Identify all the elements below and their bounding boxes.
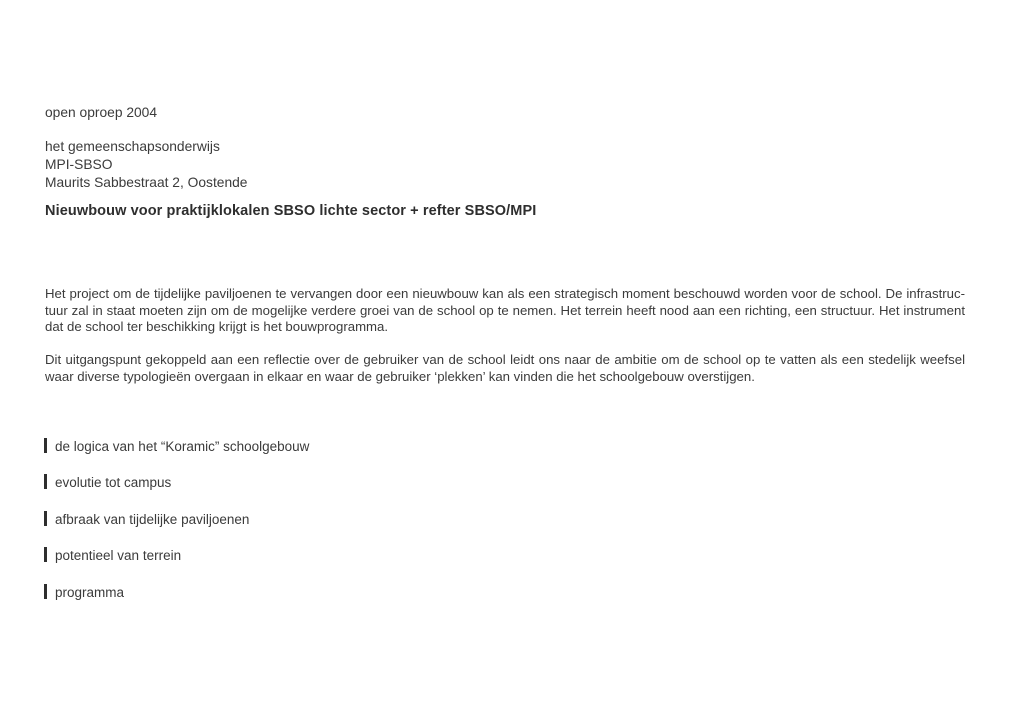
toc-item-label: programma bbox=[55, 585, 125, 600]
toc-item bbox=[44, 474, 171, 492]
toc-item bbox=[44, 584, 124, 602]
body-line: Dit uitgangspunt gekoppeld aan een reflectie over de gebruiker van de school leidt ons naar de ambitie om de school op te vatten als een stedelijk weefsel bbox=[45, 352, 965, 367]
client-line-school: MPI-SBSO bbox=[45, 157, 113, 172]
list-marker-bar-icon bbox=[44, 474, 47, 489]
list-marker-bar-icon bbox=[44, 438, 47, 453]
eyebrow-text: open oproep 2004 bbox=[45, 105, 158, 120]
paragraph-ambition bbox=[45, 352, 965, 385]
toc-item-label: de logica van het “Koramic” schoolgebouw bbox=[55, 439, 310, 454]
body-line: waar diverse typologieën overgaan in elkaar en waar de gebruiker ‘plekken’ kan vinden die het schoolgebouw overstijgen. bbox=[45, 368, 755, 384]
document-title: Nieuwbouw voor praktijklokalen SBSO lichte sector + refter SBSO/MPI bbox=[45, 203, 537, 219]
body-line: dat de school ter beschikking krijgt is het bouwprogramma. bbox=[45, 319, 389, 334]
toc-item bbox=[44, 438, 309, 456]
client-line-address: Maurits Sabbestraat 2, Oostende bbox=[45, 175, 248, 190]
client-block bbox=[45, 138, 247, 192]
list-marker-bar-icon bbox=[44, 511, 47, 526]
toc-item-label: potentieel van terrein bbox=[55, 548, 182, 563]
client-line-organisation: het gemeenschapsonderwijs bbox=[45, 139, 220, 154]
toc-item-label: afbraak van tijdelijke paviljoenen bbox=[55, 512, 250, 527]
toc-item bbox=[44, 511, 249, 529]
body-line: tuur zal in staat moeten zijn om de mogelijke verdere groei van de school op te nemen. Het terrein heeft nood aan een richting, een structuur. Het instrument bbox=[45, 302, 965, 318]
body-line: Het project om de tijdelijke paviljoenen te vervangen door een nieuwbouw kan als een strategisch moment beschouwd worden voor de school. De infrastruc- bbox=[45, 286, 965, 301]
list-marker-bar-icon bbox=[44, 547, 47, 562]
toc-item bbox=[44, 547, 181, 565]
toc-item-label: evolutie tot campus bbox=[55, 475, 172, 490]
paragraph-project bbox=[45, 286, 965, 336]
list-marker-bar-icon bbox=[44, 584, 47, 599]
